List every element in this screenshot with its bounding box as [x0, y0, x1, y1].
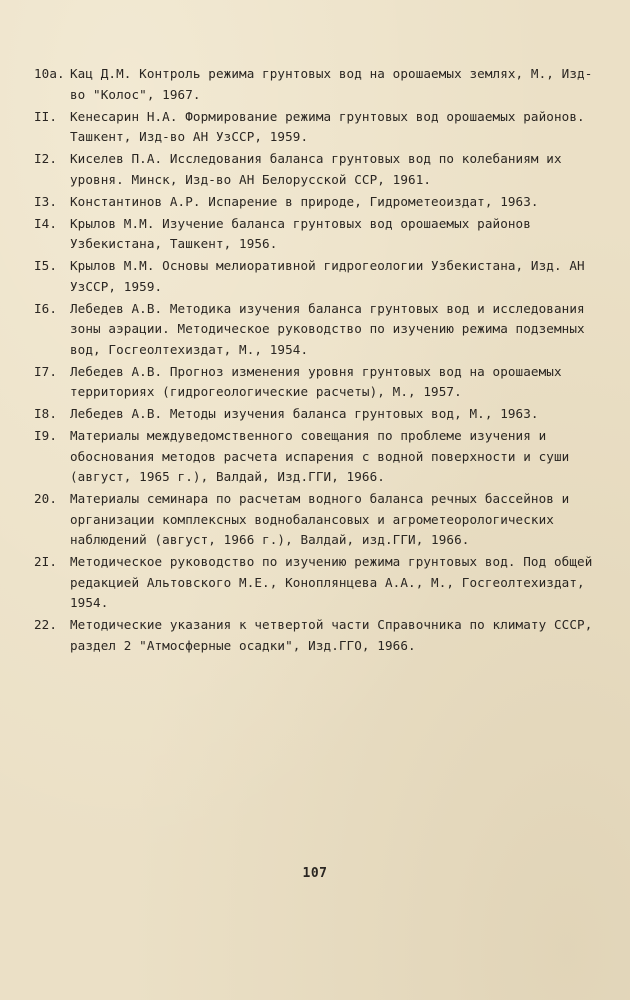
reference-number: 22.	[34, 617, 58, 632]
reference-item	[34, 299, 594, 361]
reference-text: Крылов М.М. Основы мелиоративной гидрогеологии Узбекистана, Изд. АН УзССР, 1959.	[70, 258, 585, 294]
reference-item	[34, 552, 594, 614]
reference-number: 10а.	[34, 66, 65, 81]
reference-number: I4.	[34, 215, 58, 231]
reference-number: I6.	[34, 300, 58, 316]
reference-number: 2I.	[34, 554, 58, 569]
reference-item	[34, 192, 594, 213]
reference-text: Методические указания к четвертой части Справочника по климату СССР, раздел 2 "Атмосферные осадки", Изд.ГГО, 1966.	[70, 617, 593, 653]
reference-item	[34, 214, 594, 255]
reference-text: Крылов М.М. Изучение баланса грунтовых вод орошаемых районов Узбекистана, Ташкент, 1956.	[70, 215, 531, 251]
reference-item	[34, 426, 594, 488]
reference-text: Киселев П.А. Исследования баланса грунтовых вод по колебаниям их уровня. Минск, Изд-во АН Белорусской ССР, 1961.	[70, 151, 562, 187]
reference-text: Лебедев А.В. Методы изучения баланса грунтовых вод, М., 1963.	[70, 406, 539, 421]
reference-item	[34, 64, 594, 105]
reference-number: I3.	[34, 193, 58, 209]
reference-text: Кац Д.М. Контроль режима грунтовых вод на орошаемых землях, М., Изд-во "Колос", 1967.	[70, 66, 593, 102]
page-number: 107	[302, 866, 328, 881]
reference-number: I5.	[34, 258, 58, 273]
reference-number: 20.	[34, 491, 58, 506]
reference-item	[34, 107, 594, 148]
reference-item	[34, 149, 594, 190]
reference-text: Лебедев А.В. Прогноз изменения уровня грунтовых вод на орошаемых территориях (гидрогеологические расчеты), М., 1957.	[70, 363, 562, 399]
reference-item	[34, 256, 594, 297]
reference-number: I8.	[34, 406, 58, 421]
reference-item	[34, 489, 594, 551]
reference-item	[34, 362, 594, 403]
reference-number: I9.	[34, 428, 58, 443]
reference-text: Лебедев А.В. Методика изучения баланса грунтовых вод и исследования зоны аэрации. Методическое руководство по изучению режима подземных вод, Госгеолтехиздат, М., 1954.	[70, 300, 585, 357]
reference-text: Материалы междуведомственного совещания по проблеме изучения и обоснования методов расчета испарения с водной поверхности и суши (август, 1965 г.), Валдай, Изд.ГГИ, 1966.	[70, 428, 570, 484]
reference-text: Материалы семинара по расчетам водного баланса речных бассейнов и организации комплексных воднобалансовых и агрометеорологических наблюдений (август, 1966 г.), Валдай, изд.ГГИ, 1966.	[70, 491, 570, 547]
reference-list	[34, 64, 594, 658]
reference-item	[34, 615, 594, 656]
reference-number: I7.	[34, 363, 58, 379]
reference-number: I2.	[34, 151, 58, 166]
reference-text: Кенесарин Н.А. Формирование режима грунтовых вод орошаемых районов. Ташкент, Изд-во АН УзССР, 1959.	[70, 108, 585, 144]
reference-text: Методическое руководство по изучению режима грунтовых вод. Под общей редакцией Альтовского М.Е., Коноплянцева А.А., М., Госгеолтехиздат, 1954.	[70, 554, 593, 610]
reference-number: II.	[34, 108, 58, 124]
reference-text: Константинов А.Р. Испарение в природе, Гидрометеоиздат, 1963.	[70, 193, 539, 209]
reference-item	[34, 404, 594, 425]
